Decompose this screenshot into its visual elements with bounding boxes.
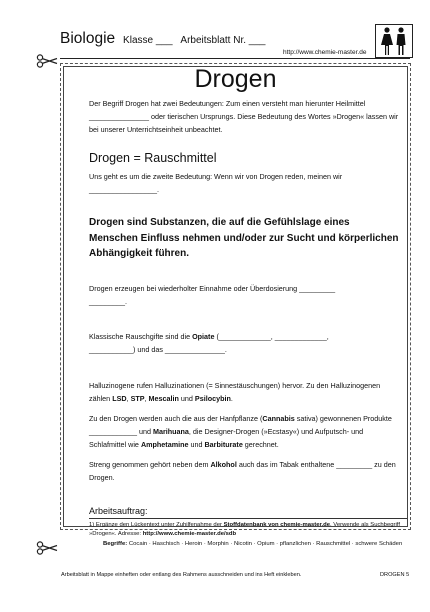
class-label: Klasse ___ <box>123 35 173 46</box>
scissors-icon <box>36 541 58 555</box>
sheet-number-label: Arbeitsblatt Nr. ___ <box>180 35 266 46</box>
section-paragraph: Uns geht es um die zweite Bedeutung: Wenn wir von Drogen reden, meinen wir _________________. <box>89 172 343 195</box>
page-title: Drogen <box>194 65 277 93</box>
opiate-keyword: Opiate <box>192 332 215 341</box>
hemp-paragraph: Zu den Drogen werden auch die aus der Hanfpflanze (Cannabis sativa) gewonnenen Produkte ____________ und Marihuana, die Designer-Drogen (»Ecstasy«) und Aufputsch- und Schlafmittel wie Amphetamine und Barbiturate gerechnet. <box>89 414 392 450</box>
scissors-icon <box>36 54 58 68</box>
footer-instruction: Arbeitsblatt in Mappe einheften oder entlang des Rahmens ausschneiden und ins Heft einkleben. <box>61 572 302 578</box>
task-divider <box>89 518 407 519</box>
task-heading: Arbeitsauftrag: <box>89 506 148 516</box>
dependency-paragraph: Drogen erzeugen bei wiederholter Einnahme oder Überdosierung _________ _________. <box>89 284 336 307</box>
task-item-1: 1) Ergänze den Lückentext unter Zuhilfenahme der Stoffdatenbank von chemie-master.de. Verwende als Suchbegriff »Drogen«. Adresse: http://www.chemie-master.de/sdb <box>89 522 400 537</box>
header-divider <box>60 58 410 59</box>
classic-drugs-paragraph: Klassische Rauschgifte sind die Opiate (_____________, _____________, ___________) und das _______________. <box>89 332 329 355</box>
section-heading: Drogen = Rauschmittel <box>89 151 217 165</box>
subject-label: Biologie <box>60 30 116 47</box>
task-terms: Begriffe: Cocain · Haschisch · Heroin · Morphin · Nicotin · Opium · pflanzlichen · Rauschmittel · schwere Schäden <box>103 541 403 547</box>
definition-text: Drogen sind Substanzen, die auf die Gefühlslage eines Menschen Einfluss nehmen und/oder zur Sucht und körperlichen Abhängigkeit führen. <box>89 217 399 259</box>
hallucinogens-paragraph: Halluzinogene rufen Halluzinationen (= Sinnestäuschungen) hervor. Zu den Halluzinogenen zählen LSD, STP, Mescalin und Psilocybin. <box>89 381 381 404</box>
database-link[interactable]: http://www.chemie-master.de/sdb <box>142 530 237 537</box>
intro-paragraph: Der Begriff Drogen hat zwei Bedeutungen: Zum einen versteht man hierunter Heilmittel _______________ oder tierischen Ursprungs. Diese Bedeutung des Wortes »Drogen« lassen wir bei unserer Unterrichtseinheit unbeachtet. <box>89 99 399 135</box>
worksheet-header <box>60 30 265 48</box>
footer-page-label: DROGEN 5 <box>380 572 410 578</box>
header-url: http://www.chemie-master.de <box>283 49 367 56</box>
alcohol-paragraph: Streng genommen gehört neben dem Alkohol auch das im Tabak enthaltene _________ zu den Drogen. <box>89 460 396 483</box>
task-box <box>89 521 407 549</box>
people-icon <box>375 24 413 58</box>
